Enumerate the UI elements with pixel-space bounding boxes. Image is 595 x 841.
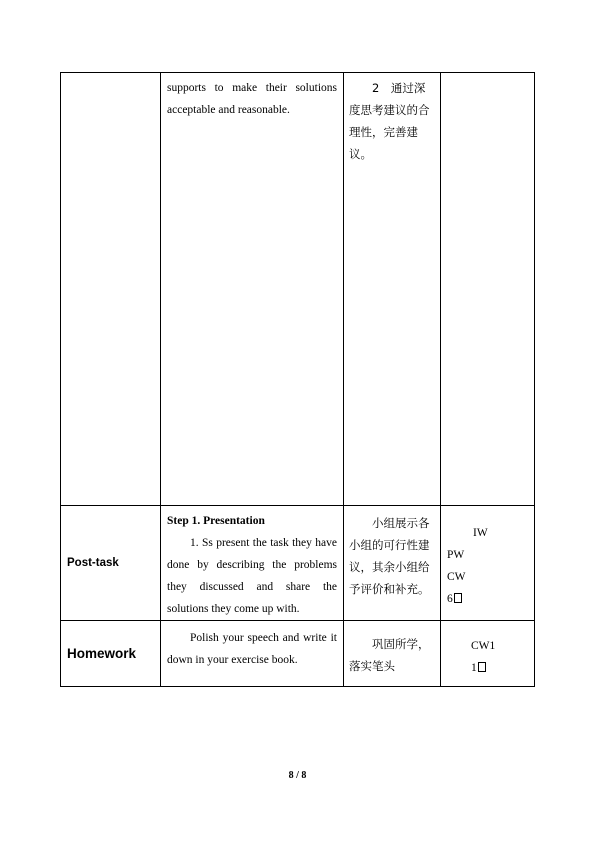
step-title: Step 1. Presentation <box>167 515 265 527</box>
purpose-text: 2 通过深度思考建议的合理性，完善建议。 <box>349 81 430 161</box>
stage-homework: Homework <box>61 621 161 687</box>
purpose-cell <box>344 506 441 621</box>
purpose-text: 巩固所学，落实笔头 <box>349 637 430 673</box>
organization-text: IW PW CW 6 <box>447 527 488 605</box>
activity-text: Polish your speech and write it down in your exercise book. <box>167 632 337 666</box>
purpose-cell <box>344 73 441 506</box>
stage-cell <box>61 73 161 506</box>
table-row <box>61 506 535 621</box>
organization-cell <box>441 621 535 687</box>
activity-text: 1. Ss present the task they have done by describing the problems they discussed and share the solutions they come up with. <box>167 537 337 615</box>
organization-cell <box>441 73 535 506</box>
table-row <box>61 621 535 687</box>
activity-cell <box>161 73 344 506</box>
table-row <box>61 73 535 506</box>
box-glyph <box>454 593 462 603</box>
activity-cell <box>161 621 344 687</box>
organization-text: CW1 1 <box>471 640 496 674</box>
stage-post-task: Post-task <box>61 506 161 621</box>
box-glyph <box>478 662 486 672</box>
page-number: 8 / 8 <box>288 770 307 781</box>
purpose-cell <box>344 621 441 687</box>
purpose-text: 小组展示各小组的可行性建议，其余小组给予评价和补充。 <box>349 516 430 596</box>
lesson-plan-table <box>60 72 535 687</box>
activity-text: supports to make their solutions acceptable and reasonable. <box>167 82 337 116</box>
organization-cell <box>441 506 535 621</box>
activity-cell <box>161 506 344 621</box>
